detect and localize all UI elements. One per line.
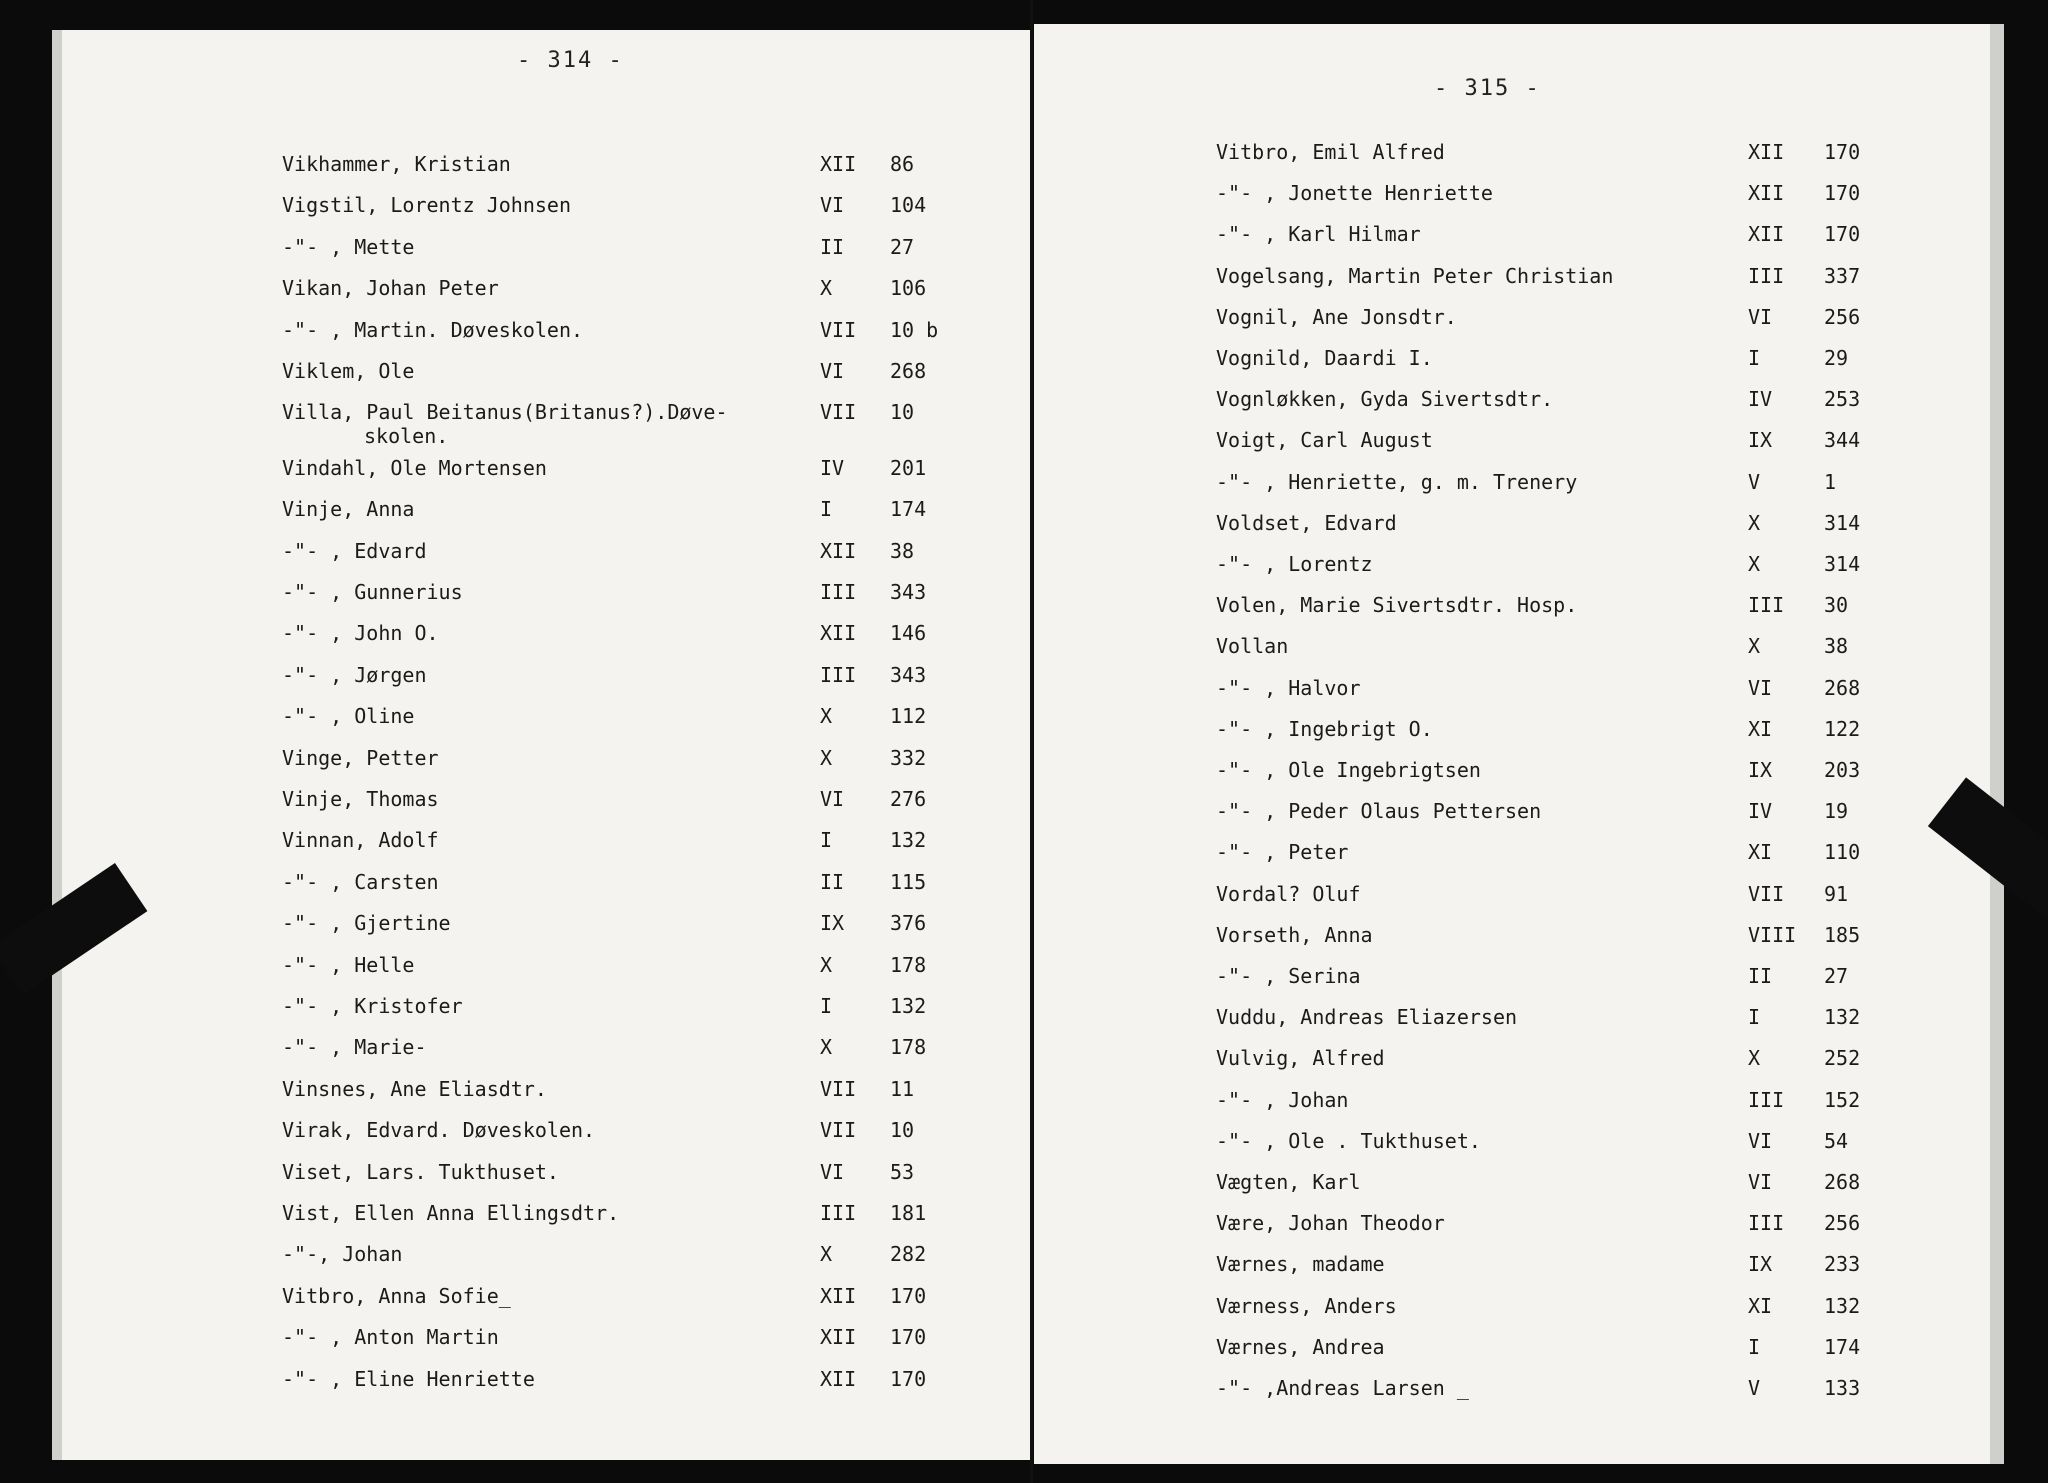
entry-page: 170 (890, 1283, 927, 1308)
entry-name: Vindahl, Ole Mortensen (282, 455, 547, 480)
entry-name: -"- , Kristofer (282, 994, 463, 1018)
entry-volume: XII (820, 621, 857, 646)
entry-name: -"- , Martin. Døveskolen. (282, 317, 584, 342)
entry-volume: VI (820, 359, 845, 383)
entry-volume: VII (820, 1076, 857, 1101)
entry-volume: IX (820, 911, 845, 936)
entry-name: -"- , Peder Olaus Pettersen (1216, 799, 1542, 824)
entry-name: Vollan (1216, 634, 1289, 659)
entry-name: -"- , Peter (1216, 840, 1349, 865)
entry-page: 185 (1824, 922, 1861, 947)
entry-page: 201 (890, 455, 927, 480)
entry-name: Viklem, Ole (282, 359, 415, 383)
entry-page: 10 (890, 1118, 915, 1143)
entry-page: 38 (890, 538, 915, 563)
entry-volume: VI (1748, 1170, 1773, 1194)
entry-volume: V (1748, 1376, 1761, 1400)
entry-name: -"- , Gjertine (282, 911, 451, 936)
book-spine (1030, 0, 1033, 1483)
entry-page: 132 (1824, 1293, 1861, 1318)
entry-name: Vikan, Johan Peter (282, 276, 499, 301)
entry-page: 1 (1824, 469, 1837, 494)
entry-name: Vordal? Oluf (1216, 881, 1361, 906)
entry-page: 170 (890, 1366, 927, 1391)
entry-name: Vist, Ellen Anna Ellingsdtr. (282, 1201, 620, 1225)
entry-name: Vægten, Karl (1216, 1170, 1361, 1194)
entry-name: Værness, Anders (1216, 1293, 1397, 1318)
entry-name: -"- , Jonette Henriette (1216, 181, 1493, 206)
entry-volume: IX (1748, 758, 1773, 782)
entry-page: 54 (1824, 1128, 1849, 1153)
entry-page: 170 (1824, 140, 1861, 164)
entry-page: 106 (890, 276, 927, 301)
entry-page: 112 (890, 704, 927, 729)
entry-name: -"- , Ole Ingebrigtsen (1216, 758, 1481, 782)
entry-name: Værnes, madame (1216, 1252, 1385, 1277)
entry-page: 256 (1824, 304, 1861, 329)
entry-volume: III (1748, 263, 1785, 288)
entry-volume: IX (1748, 428, 1773, 453)
entry-page: 233 (1824, 1252, 1861, 1277)
right-page (1034, 24, 2004, 1464)
entry-page: 344 (1824, 428, 1861, 453)
entry-page: 19 (1824, 799, 1849, 824)
page-number-left: - 314 - (517, 48, 624, 73)
entry-volume: XII (1748, 140, 1785, 164)
entry-page: 104 (890, 193, 927, 218)
entry-volume: X (820, 745, 833, 770)
entry-page: 53 (890, 1159, 915, 1184)
entry-page: 276 (890, 787, 927, 811)
entry-name: Vognløkken, Gyda Sivertsdtr. (1216, 387, 1554, 412)
entry-volume: X (1748, 552, 1761, 576)
entry-volume: I (1748, 346, 1761, 370)
entry-name: -"- , Mette (282, 234, 415, 259)
entry-page: 91 (1824, 881, 1849, 906)
entry-name: Vikhammer, Kristian (282, 152, 511, 176)
entry-page: 174 (890, 497, 927, 522)
entry-volume: V (1748, 469, 1761, 494)
entry-volume: X (820, 276, 833, 301)
entry-volume: I (820, 994, 833, 1018)
entry-name: Volen, Marie Sivertsdtr. Hosp. (1216, 593, 1578, 618)
entry-name: -"- , Serina (1216, 964, 1361, 988)
entry-page: 170 (1824, 181, 1861, 206)
entry-page: 178 (890, 1035, 927, 1060)
entry-page: 282 (890, 1242, 927, 1267)
entry-page: 122 (1824, 716, 1861, 741)
entry-volume: VI (1748, 1128, 1773, 1153)
entry-name: -"- , Anton Martin (282, 1325, 499, 1350)
entry-volume: VII (1748, 881, 1785, 906)
entry-name: -"- , John O. (282, 621, 439, 646)
entry-page: 110 (1824, 840, 1861, 865)
entry-name: Vigstil, Lorentz Johnsen (282, 193, 571, 218)
entry-page: 27 (890, 234, 915, 259)
entry-name: Vognil, Ane Jonsdtr. (1216, 304, 1457, 329)
entry-volume: XII (820, 1325, 857, 1350)
entry-page: 146 (890, 621, 927, 646)
entry-name: Villa, Paul Beitanus(Britanus?).Døve- (282, 400, 728, 425)
entry-name: Voldset, Edvard (1216, 510, 1397, 535)
entry-page: 252 (1824, 1046, 1861, 1071)
entry-name: Vitbro, Emil Alfred (1216, 140, 1445, 164)
entry-name: -"- , Lorentz (1216, 552, 1373, 576)
entry-volume: XII (1748, 181, 1785, 206)
entry-name: Vinje, Anna (282, 497, 415, 522)
entry-volume: I (1748, 1005, 1761, 1030)
entry-volume: X (820, 704, 833, 729)
entry-name: -"- , Carsten (282, 869, 439, 894)
entry-page: 11 (890, 1076, 915, 1101)
entry-page: 343 (890, 580, 927, 604)
entry-volume: XI (1748, 1293, 1773, 1318)
entry-name: Vinje, Thomas (282, 787, 439, 811)
entry-volume: I (820, 828, 833, 853)
entry-name: Viset, Lars. Tukthuset. (282, 1159, 559, 1184)
entry-volume: VI (1748, 675, 1773, 700)
entry-page: 86 (890, 152, 915, 176)
entry-volume: VII (820, 1118, 857, 1143)
entry-volume: XII (820, 1366, 857, 1391)
entry-page: 203 (1824, 758, 1861, 782)
entry-page: 132 (890, 828, 927, 853)
entry-page: 38 (1824, 634, 1849, 659)
entry-page: 181 (890, 1201, 927, 1225)
entry-volume: II (1748, 964, 1773, 988)
entry-name: Vitbro, Anna Sofie_ (282, 1283, 511, 1308)
entry-volume: X (820, 1242, 833, 1267)
entry-volume: X (820, 952, 833, 977)
entry-volume: XII (1748, 222, 1785, 247)
entry-volume: XII (820, 152, 857, 176)
entry-volume: X (1748, 510, 1761, 535)
entry-volume: IX (1748, 1252, 1773, 1277)
entry-volume: X (1748, 1046, 1761, 1071)
entry-volume: IV (1748, 799, 1773, 824)
entry-page: 115 (890, 869, 927, 894)
entry-page: 132 (1824, 1005, 1861, 1030)
entry-name: -"- , Marie- (282, 1035, 427, 1060)
entry-volume: VII (820, 317, 857, 342)
entry-page: 174 (1824, 1334, 1861, 1359)
entry-name: -"- , Eline Henriette (282, 1366, 535, 1391)
entry-name: Vinsnes, Ane Eliasdtr. (282, 1076, 547, 1101)
entry-volume: X (820, 1035, 833, 1060)
entry-volume: III (1748, 1211, 1785, 1236)
entry-page: 253 (1824, 387, 1861, 412)
entry-volume: VI (820, 1159, 845, 1184)
entry-page: 132 (890, 994, 927, 1018)
entry-volume: VII (820, 400, 857, 425)
entry-volume: I (1748, 1334, 1761, 1359)
entry-name: -"- , Helle (282, 952, 415, 977)
entry-name: Virak, Edvard. Døveskolen. (282, 1118, 596, 1143)
entry-volume: XII (820, 538, 857, 563)
entry-name: Vulvig, Alfred (1216, 1046, 1385, 1071)
entry-name: -"- , Ole . Tukthuset. (1216, 1128, 1481, 1153)
entry-page: 343 (890, 662, 927, 687)
entry-name: -"- ,Andreas Larsen _ (1216, 1376, 1469, 1400)
entry-name: -"- , Jørgen (282, 662, 427, 687)
entry-volume: VI (1748, 304, 1773, 329)
entry-volume: II (820, 869, 845, 894)
entry-name: Værnes, Andrea (1216, 1334, 1385, 1359)
entry-page: 170 (1824, 222, 1861, 247)
entry-page: 152 (1824, 1087, 1861, 1112)
entry-volume: VI (820, 787, 845, 811)
entry-name: -"- , Gunnerius (282, 580, 463, 604)
left-page (52, 30, 1030, 1460)
entry-volume: I (820, 497, 833, 522)
entry-name: -"- , Henriette, g. m. Trenery (1216, 469, 1578, 494)
entry-name: -"-, Johan (282, 1242, 403, 1267)
entry-page: 376 (890, 911, 927, 936)
entry-volume: XII (820, 1283, 857, 1308)
entry-page: 10 b (890, 317, 939, 342)
entry-page: 268 (1824, 675, 1861, 700)
entry-volume: XI (1748, 716, 1773, 741)
entry-volume: III (820, 662, 857, 687)
entry-page: 29 (1824, 346, 1849, 370)
entry-volume: VIII (1748, 922, 1797, 947)
entry-name: -"- , Ingebrigt O. (1216, 716, 1433, 741)
entry-name: -"- , Edvard (282, 538, 427, 563)
entry-volume: XI (1748, 840, 1773, 865)
entry-page: 337 (1824, 263, 1861, 288)
entry-page: 268 (890, 359, 927, 383)
entry-page: 30 (1824, 593, 1849, 618)
entry-page: 178 (890, 952, 927, 977)
entry-name: Voigt, Carl August (1216, 428, 1433, 453)
entry-page: 268 (1824, 1170, 1861, 1194)
entry-volume: III (820, 580, 857, 604)
entry-volume: VI (820, 193, 845, 218)
entry-page: 314 (1824, 510, 1861, 535)
entry-page: 27 (1824, 964, 1849, 988)
entry-name: Vinnan, Adolf (282, 828, 439, 853)
entry-name: -"- , Halvor (1216, 675, 1361, 700)
entry-volume: III (1748, 593, 1785, 618)
entry-volume: III (1748, 1087, 1785, 1112)
entry-name: Være, Johan Theodor (1216, 1211, 1445, 1236)
entry-name: -"- , Karl Hilmar (1216, 222, 1421, 247)
entry-page: 133 (1824, 1376, 1861, 1400)
entry-name: -"- , Johan (1216, 1087, 1349, 1112)
entry-page: 10 (890, 400, 915, 425)
entry-name: Vognild, Daardi I. (1216, 346, 1433, 370)
entry-volume: X (1748, 634, 1761, 659)
entry-page: 256 (1824, 1211, 1861, 1236)
entry-page: 170 (890, 1325, 927, 1350)
entry-name: -"- , Oline (282, 704, 415, 729)
entry-volume: II (820, 234, 845, 259)
entry-name: Vogelsang, Martin Peter Christian (1216, 263, 1614, 288)
entry-name-continued: skolen. (364, 424, 449, 449)
entry-volume: IV (1748, 387, 1773, 412)
entry-volume: III (820, 1201, 857, 1225)
entry-name: Vinge, Petter (282, 745, 439, 770)
entry-page: 332 (890, 745, 927, 770)
page-number-right: - 315 - (1434, 76, 1541, 101)
entry-name: Vuddu, Andreas Eliazersen (1216, 1005, 1518, 1030)
entry-name: Vorseth, Anna (1216, 922, 1373, 947)
entry-volume: IV (820, 455, 845, 480)
entry-page: 314 (1824, 552, 1861, 576)
